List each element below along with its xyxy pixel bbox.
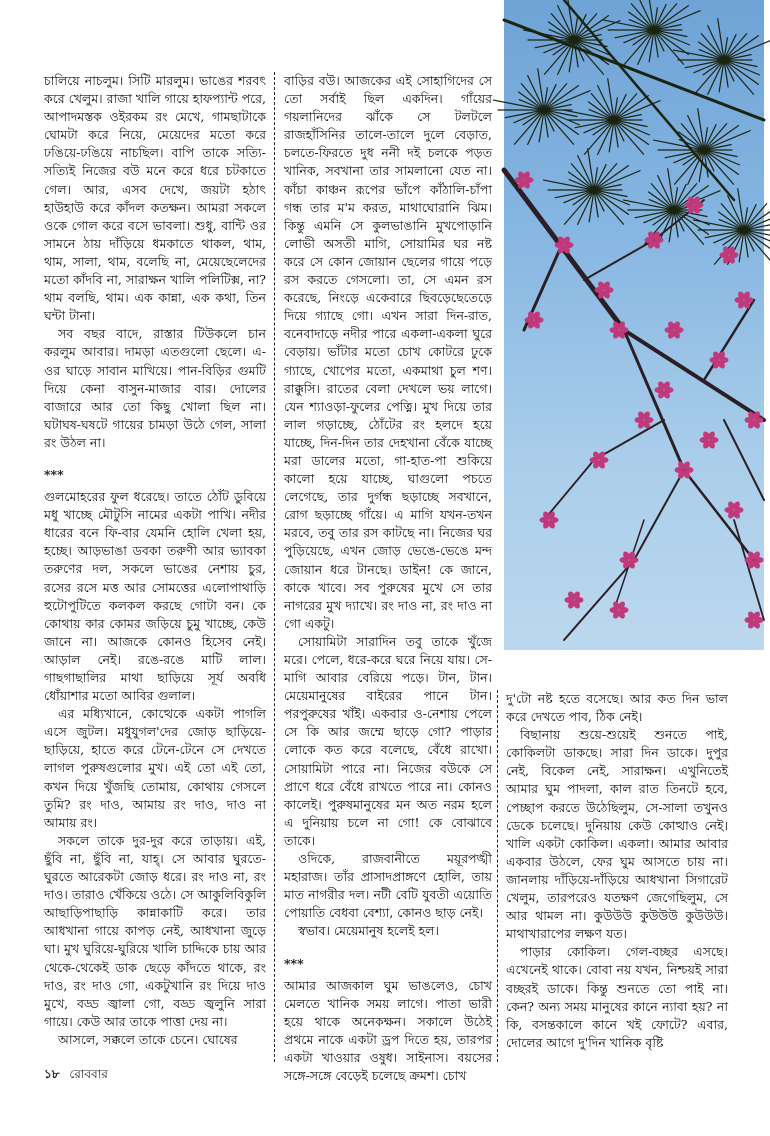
article-paragraph: স্বভাব। মেয়েমানুষ হলেই হল।: [298, 923, 439, 939]
article-paragraph: পাড়ার কোকিল। গেল-বচ্ছর এসছে। এখেনেই থাকে। বোবা নয় যখন, নিশ্চয়ই সারা বচ্ছরই ডাকে। কিন্তু শুনতে তো পাই না। কেন? অন্য সময় মানুষের কানে ন্যাবা হয়? না কি, বসন্তকালে কানে খই ফোটে? এবার, দোলের আগে দু'দিন খানিক বৃষ্টি: [506, 944, 728, 1050]
article-paragraph: সকলে তাকে দুর-দুর করে তাড়ায়। এই, ছুঁবি না, ছুঁবি না, যাহ্‌। সে আবার ঘুরতে-ঘুরতে আরেকটা জোড় ধরে। রং দাও না, রং দাও। তারাও খেঁকিয়ে ওঠে। সে আকুলিবিকুলি আছাড়িপাছাড়ি কান্নাকাটি করে। তার আধখানা গায়ে কাপড় নেই, আধখানা জুড়ে ঘা। মুখ ঘুরিয়ে-ঘুরিয়ে খালি চাদ্দিকে চায় আর থেকে-থেকেই ডাক ছেড়ে কাঁদতে থাকে, রং দাও, রং দাও গো, একটুখানি রং দিয়ে দাও মুখে, বড্ড জ্বালা গো, বড্ড জ্বলুনি সারা গায়ে। কেউ আর তাকে পাত্তা দেয় না।: [44, 832, 266, 1029]
column-divider-1: [274, 72, 275, 1062]
page-number: ১৮: [44, 1067, 60, 1081]
column-divider-2: [497, 690, 498, 1062]
article-column-2: [284, 72, 492, 1084]
article-paragraph: আমার আজকাল ঘুম ভাঙলেও, চোখ মেলতে খানিক সময় লাগে। পাতা ভারী হয়ে থাকে অনেকক্ষন। সকালে উঠেই প্রথমে নাকে একটা ড্রপ দিতে হয়, তারপর একটা খাওয়ার ওষুধ। সাইনাস। বয়সের সঙ্গে-সঙ্গে বেড়েই চলেছে ক্রমশ। চোখ: [284, 977, 492, 1084]
article-paragraph: গুলমোহরের ফুল ধরেছে। তাতে ঠোঁট ডুবিয়ে মধু খাচ্ছে মৌটুসি নামের একটা পাখি। নদীর ধারের বনে ফি-বার যেমনি হোলি খেলা হয়, হচ্ছে। আড়ভাঙা ডবকা তরুণী আর ভ্যাবকা তরুণের দল, সকলে ভাঙের নেশায় চুর, রসের রসে মত্ত আর সোমত্তের এলোপাথাড়ি হুটোপুটিতে কলকল করছে গোটা বন। কে কোথায় কার কোমর জড়িয়ে চুমু খাচ্ছে, কেউ জানে না। আজকে কোনও হিসেব নেই। আড়াল নেই। রঙে-রঙে মাটি লাল। গাছগাছালির মাথা ছাড়িয়ে সূর্য অবধি ধোঁয়াশার মতো আবির গুলাল।: [44, 489, 266, 704]
article-paragraph: সোয়ামিটা সারাদিন তবু তাকে খুঁজে মরে। পেলে, ধরে-করে ঘরে নিয়ে যায়। সে-মাগি আবার বেরিয়ে পড়ে। টান, টান। মেয়েমানুষের বাইরের পানে টান। পরপুরুষের খাঁই। একবার ও-নেশায় পেলে সে কি আর জম্মে ছাড়ে গো? পাড়ার লোকে কত করে বলেছে, বেঁধে রাখো। সোয়ামিটা পারে না। নিজের বউকে সে প্রাণে ধরে বেঁধে রাখতে পারে না। কোনও কালেই। পুরুষমানুষের মন অত নরম হলে এ দুনিয়ায় চলে না গো! কে বোঝাবে তাকে।: [284, 633, 492, 848]
article-paragraph: আসলে, সক্কলে তাকে চেনে। ঘোষের: [58, 1031, 238, 1047]
magazine-name: রোববার: [69, 1067, 108, 1081]
article-paragraph: চালিয়ে নাচলুম। সিটি মারলুম। ভাঙের শরবৎ করে খেলুম। রাজা খালি গায়ে হাফপ্যান্ট পরে, আপাদমস্তক ওইরকম রং মেখে, গামছাটাকে ঘোমটা করে নিয়ে, মেয়েদের মতো করে ঢঙিয়ে-ঢঙিয়ে নাচছিল। বাপি তাকে সত্যি-সত্যিই নিজের বউ মনে করে ধরে চটকাতে গেল। আর, এসব দেখে, জয়টা হঠাৎ হাউহাউ করে কাঁদল কতক্ষন। আমরা সকলে ওকে গোল করে বসে ভাবলা। শুধু, বান্টি ওর সামনে ঠায় দাঁড়িয়ে ধমকাতে থাকল, থাম, থাম, সালা, থাম, বলেছি না, মেয়েছেলেদের মতো কাঁদবি না, সারাক্ষন খালি পলিটিক্স, না? থাম বলছি, থাম। এক কান্না, এক কথা, তিন ঘন্টা টানা।: [44, 73, 266, 324]
article-paragraph: ওদিকে, রাজবানীতে ময়ূরপঙ্খী মহারাজ। তাঁর প্রাসাদপ্রাঙ্গণে হোলি, তায় মাত নাগরীর দল। নটী বেটি যুবতী এয়োতি পোয়াতি বেধবা বেশ্যা, কোনও ছাড় নেই।: [284, 851, 492, 921]
article-column-3: [506, 690, 728, 1062]
article-paragraph: বাড়ির বউ। আজকের এই সোহাগিদের সে তো সর্বাই ছিল একদিন। গাঁয়ের গয়লানিদের ঝাঁকে সে টলটলে রাজহাঁসিনির তালে-তালে দুলে বেড়াত, চলতে-ফিরতে দুধ ননী দই চলকে পড়ত খানিক, সবখানা তার সামলানো যেত না। কাঁচা কাঞ্চন রূপের ভাঁপে কাঁঠালি-চাঁপা গন্ধ তার ম'ম করত, মাথাঘোরানি ঝিম। কিন্তু এমনি সে কুলভাঙানি মুখপোড়ানি লোভী অসতী মাগি, সোয়ামির ঘর নষ্ট করে সে কোন জোয়ান ছেলের গায়ে পড়ে রস করতে গেসলো। তা, সে এমন রস করেছে, নিংড়ে একেবারে ছিবড়েছেতেড়ে দিয়ে গ্যাছে গো। এখন সারা দিন-রাত, বনেবাদাড়ে নদীর পারে একলা-একলা ঘুরে বেড়ায়। ভাঁটার মতো চোখ কোটরে ঢুকে গ্যাছে, খোপের মতো, একমাথা চুল শণ। রাক্কুসি। রাতের বেলা দেখলে ভয় লাগে। যেন শ্যাওড়া-ফুলের পেত্নি। মুখ দিয়ে তার লাল গড়াচ্ছে, ঠোঁটের রং হলদে হয়ে যাচ্ছে, দিন-দিন তার দেহখানা বেঁকে যাচ্ছে মরা ডালের মতো, গা-হাত-পা শুকিয়ে কালো হয়ে যাচ্ছে, ঘাগুলো পচতে লেগেছে, তার দুর্গন্ধ ছড়াচ্ছে সবখানে, রোগ ছড়াচ্ছে গাঁয়ে। এ মাগি যখন-তখন মরবে, তবু তার রস কাটছে না। নিজের ঘর পুড়িয়েছে, এখন জোড় ভেঙে-ভেঙে মন্দ জোয়ান ধরে টানছে। ডাইন! কে জানে, কাকে খাবে। সব পুরুষের মুখে সে তার নাগরের মুখ দ্যাখে। রং দাও না, রং দাও না গো একটু।: [284, 73, 492, 631]
tree-branch: [734, 520, 764, 620]
article-paragraph: সব বছর বাদে, রাস্তার টিউকলে চান করলুম আবার। দামড়া এতগুলো ছেলে। এ-ওর ঘাড়ে সাবান মাখিয়ে। পান-বিড়ির গুমটি দিয়ে কেনা বাসুন-মাজার বার। দোলের বাজারে আর তো কিছু খোলা ছিল না। ঘটাঘষ-ঘষটে গায়ের চামড়া উঠে গেল, সালা রং উঠল না।: [44, 326, 266, 450]
tree-branches: [504, 170, 764, 640]
pine-needles: [494, 0, 770, 264]
tree-branch: [584, 240, 654, 280]
tree-branch: [704, 300, 754, 380]
article-paragraph: দু'টো নষ্ট হতে বসেছে। আর কত দিন ভাল করে দেখতে পাব, ঠিক নেই।: [506, 691, 728, 725]
page-footer: [44, 1066, 108, 1086]
article-paragraph: বিছানায় শুয়ে-শুয়েই শুনতে পাই, কোকিলটা ডাকছে। সারা দিন ডাকে। দুপুর নেই, বিকেল নেই, সারাক্ষন। এখুনিতেই আমার ঘুম পাদলা, কাল রাত তিনটে হবে, পেচ্ছাপ করতে উঠেছিলুম, সে-সালা তখুনও ডেকে চলেছে। দুনিয়ায় কেউ কোত্থাও নেই। খালি একটা কোকিল। একলা। আমার আবার একবার উঠলে, ফের ঘুম আসতে চায় না। জানলায় দাঁড়িয়ে-দাঁড়িয়ে আধখানা সিগারেট খেলুম, তারপরেও যতক্ষণ জেগেছিলুম, সে আর থামল না। কুউউউ কুউউউ কুউউউ। মাথাখারাপের লক্ষণ যত।: [506, 727, 728, 942]
pink-blossoms: [515, 170, 764, 629]
article-column-1: [44, 72, 266, 1062]
tree-branch: [684, 470, 754, 560]
article-paragraph: এর মধ্যিখানে, কোত্থেকে একটা পাগলি এসে জুটল। মধুযুগল'দের জোড় ছাড়িয়ে-ছাড়িয়ে, হাতে করে টেনে-টেনে সে দেখতে লাগল পুরুষগুলোর মুখ। এই তো এই তো, কখন দিয়ে খুঁজছি তোমায়, কোথায় গেসলে তুমি? রং দাও, আমায় রং দাও, দাও না আমায় রং।: [44, 706, 266, 830]
tree-branch: [634, 470, 684, 560]
tree-blossom-photo: [504, 0, 764, 650]
tree-branch: [544, 460, 594, 520]
tree-branch: [724, 420, 764, 500]
tree-branch: [624, 330, 764, 420]
section-separator: ***: [44, 466, 64, 482]
section-separator: ***: [284, 955, 304, 971]
tree-blossom-illustration: [504, 0, 764, 650]
